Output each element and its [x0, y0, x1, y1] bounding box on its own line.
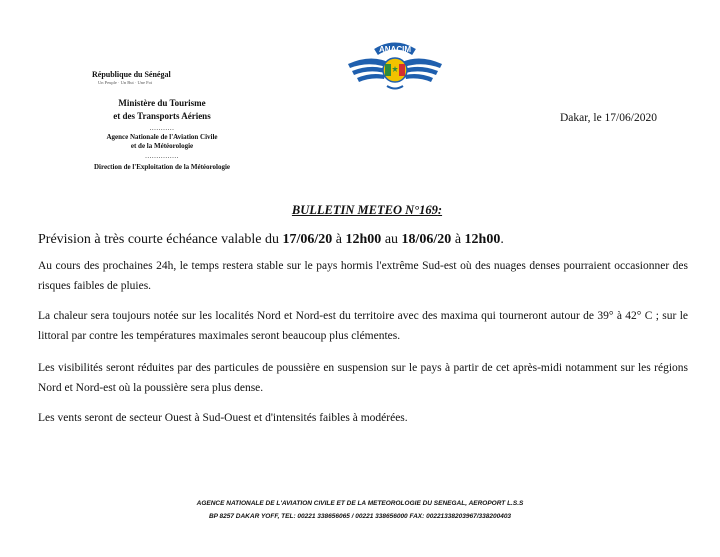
republic-label: République du Sénégal [92, 70, 171, 79]
document-footer: AGENCE NATIONALE DE L'AVIATION CIVILE ET DE LA METEOROLOGIE DU SENEGAL, AEROPORT L.S.S BP 8257 DAKAR YOFF, TEL: 00221 338656065 / 00221 338656000 FAX: 00221338203967/338200403 [196, 500, 524, 520]
separator: ........... [149, 124, 175, 132]
direction-name: Direction de l'Exploitation de la Météorologie [93, 163, 231, 171]
forecast-paragraph: La chaleur sera toujours notée sur les localités Nord et Nord-est du territoire avec des maxima qui tourneront autour de 39° à 42° C ; sur le littoral par contre les températures maximales seront beaucoup plus clémentes. [38, 310, 688, 342]
national-motto: Un Peuple · Un But · Une Foi [98, 80, 153, 85]
forecast-paragraph: Les vents seront de secteur Ouest à Sud-Ouest et d'intensités faibles à modérées. [38, 412, 408, 424]
logo-text: ANACIM [379, 45, 411, 54]
forecast-validity: Prévision à très courte échéance valable du 17/06/20 à 12h00 au 18/06/20 à 12h00. [38, 232, 504, 247]
bulletin-title: BULLETIN METEO N°169: [291, 203, 443, 217]
ministry-name: Ministère du Tourisme et des Transports Aériens [113, 98, 211, 121]
separator: ............... [145, 152, 179, 160]
agency-name: Agence Nationale de l'Aviation Civile et de la Météorologie [106, 133, 218, 150]
letterhead-left [62, 70, 262, 171]
forecast-paragraph: Les visibilités seront réduites par des particules de poussière en suspension sur le pays à partir de cet après-midi notamment sur les régions Nord et Nord-est où la poussière sera plus dense. [38, 362, 688, 394]
forecast-paragraph: Au cours des prochaines 24h, le temps restera stable sur le pays hormis l'extrême Sud-est où des nuages denses pourraient occasionner des risques faibles de pluies. [38, 260, 688, 292]
anacim-logo-icon [340, 38, 450, 98]
document-date: Dakar, le 17/06/2020 [560, 112, 657, 124]
